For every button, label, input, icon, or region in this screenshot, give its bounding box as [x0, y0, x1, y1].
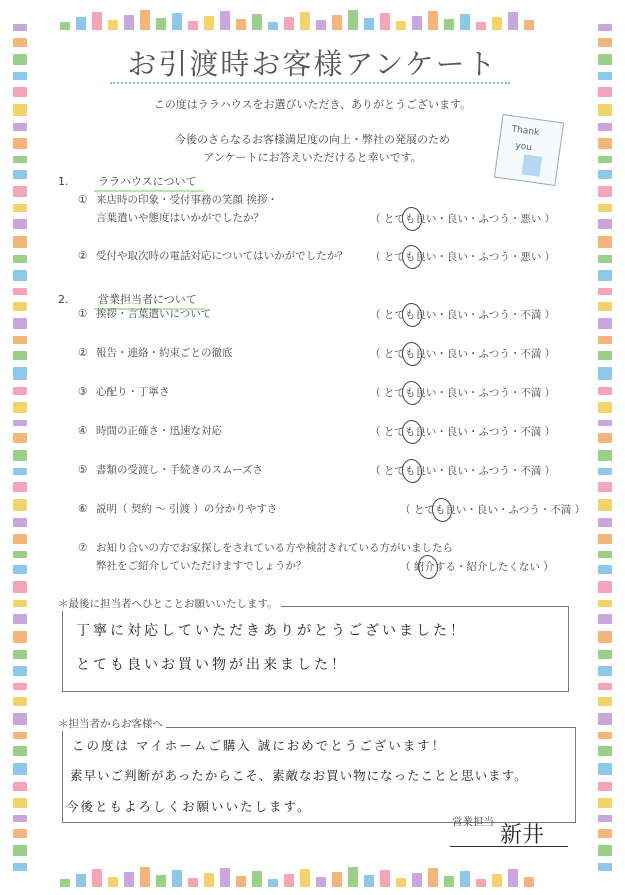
building-icon [156, 18, 166, 30]
answer-circle [400, 340, 424, 367]
building-icon [252, 871, 262, 887]
building-icon [444, 19, 454, 30]
building-icon [348, 867, 358, 887]
building-icon [316, 20, 326, 30]
building-icon [508, 12, 518, 30]
signature-line [450, 846, 568, 847]
building-icon [124, 872, 134, 887]
building-icon [598, 170, 612, 179]
building-icon [524, 877, 534, 887]
s2-q1-number: ① [78, 308, 88, 320]
section-1-number: 1. [58, 175, 69, 188]
customer-comment-box [62, 606, 569, 692]
building-icon [598, 24, 612, 31]
s2-q4-options: （ とても良い・良い・ふつう・不満 ） [370, 426, 556, 438]
s2-q3-options: （ とても良い・良い・ふつう・不満 ） [370, 387, 556, 399]
s2-q5-number: ⑤ [78, 464, 88, 476]
building-icon [13, 170, 27, 179]
thank-you-text-2: you [514, 141, 533, 154]
building-icon [598, 499, 612, 511]
building-icon [598, 433, 612, 442]
s2-q7-number: ⑦ [78, 542, 88, 554]
building-icon [364, 18, 374, 30]
building-icon [13, 697, 27, 706]
building-icon [13, 433, 27, 442]
building-icon [108, 20, 118, 30]
building-icon [13, 631, 27, 643]
section-2-number: 2. [58, 293, 69, 306]
building-icon [598, 482, 612, 492]
s2-q7-text-2: 弊社をご紹介していただけますでしょうか？ [96, 560, 307, 572]
building-border-bottom [60, 865, 565, 887]
building-icon [13, 219, 27, 229]
building-icon [268, 879, 278, 887]
building-icon [364, 875, 374, 887]
building-icon [508, 869, 518, 887]
building-icon [348, 10, 358, 30]
building-icon [598, 782, 612, 790]
s1-q2-number: ② [78, 250, 88, 262]
customer-comment-line-1: 丁寧に対応していただきありがとうございました！ [76, 623, 467, 639]
building-icon [188, 21, 198, 30]
s2-q1-options: （ とても良い・良い・ふつう・不満 ） [370, 309, 556, 321]
building-icon [598, 551, 612, 558]
building-icon [156, 875, 166, 887]
s2-q6-text: 説明（ 契約 ～ 引渡 ）の分かりやすさ [96, 503, 278, 515]
staff-comment-label: ＊担当者からお客様へ [55, 716, 166, 731]
building-icon [188, 878, 198, 887]
building-icon [598, 683, 612, 690]
signature-label: 営業担当 [452, 816, 494, 828]
building-icon [13, 666, 27, 677]
page-title: お引渡時お客様アンケート [127, 47, 498, 81]
building-icon [13, 565, 27, 574]
building-icon [220, 11, 230, 30]
building-icon [13, 845, 27, 856]
building-icon [13, 186, 27, 197]
building-icon [13, 863, 27, 871]
building-icon [598, 829, 612, 838]
building-icon [444, 876, 454, 887]
s1-q1-text-2: 言葉遣いや態度はいかがでしたか？ [96, 212, 264, 224]
building-icon [598, 697, 612, 706]
building-icon [13, 402, 27, 413]
building-icon [396, 21, 406, 30]
building-icon [598, 798, 612, 809]
building-icon [460, 14, 470, 30]
thank-you-card [494, 114, 564, 186]
building-icon [598, 402, 612, 413]
s2-q6-options: （ とても良い・良い・ふつう・不満 ） [400, 504, 586, 516]
building-icon [598, 186, 612, 197]
s1-q2-text: 受付や取次時の電話対応についてはいかがでしたか？ [96, 250, 348, 262]
building-icon [60, 879, 70, 887]
building-icon [13, 551, 27, 558]
building-icon [492, 17, 502, 30]
staff-comment-line-3: 今後ともよろしくお願いいたします。 [66, 799, 312, 814]
building-icon [13, 302, 27, 311]
answer-circle [400, 243, 424, 270]
s2-q2-text: 報告・連絡・約束ごとの徹底 [96, 347, 233, 359]
building-icon [13, 581, 27, 592]
intro-line-3: アンケートにお答えいただけると幸いです。 [203, 151, 422, 164]
s2-q1-text: 挨拶・言葉遣いについて [96, 308, 212, 320]
building-icon [236, 19, 246, 30]
building-icon [13, 798, 27, 809]
building-icon [598, 351, 612, 361]
building-icon [300, 869, 310, 887]
building-icon [598, 270, 612, 281]
building-icon [598, 367, 612, 379]
building-icon [598, 650, 612, 658]
building-icon [598, 631, 612, 643]
building-icon [13, 614, 27, 624]
answer-circle [400, 418, 424, 445]
building-icon [598, 302, 612, 311]
building-icon [172, 13, 182, 30]
building-icon [598, 468, 612, 476]
s1-q1-number: ① [78, 194, 88, 206]
building-icon [380, 870, 390, 887]
s2-q5-options: （ とても良い・良い・ふつう・不満 ） [370, 465, 556, 477]
building-icon [598, 815, 612, 822]
building-icon [220, 868, 230, 887]
building-icon [598, 746, 612, 756]
answer-circle [400, 379, 424, 406]
building-icon [13, 468, 27, 476]
customer-comment-label: ＊最後に担当者へひとことお願いいたします。 [55, 596, 281, 611]
building-icon [13, 318, 27, 329]
building-icon [13, 499, 27, 511]
building-icon [598, 450, 612, 461]
building-icon [332, 872, 342, 887]
building-icon [13, 829, 27, 838]
building-icon [598, 534, 612, 545]
s2-q7-text-1: お知り合いの方でお家探しをされている方や検討されている方がいましたら [96, 542, 453, 554]
building-icon [598, 336, 612, 344]
building-icon [492, 874, 502, 887]
building-icon [598, 732, 612, 740]
customer-comment-line-2: とても良いお買い物が出来ました！ [76, 657, 348, 673]
building-icon [428, 868, 438, 887]
building-icon [284, 874, 294, 887]
building-icon [140, 10, 150, 30]
s2-q4-number: ④ [78, 425, 88, 437]
building-icon [13, 387, 27, 395]
s2-q2-number: ② [78, 347, 88, 359]
building-icon [316, 877, 326, 887]
intro-line-2: 今後のさらなるお客様満足度の向上・弊社の発展のため [175, 133, 450, 146]
building-icon [460, 871, 470, 887]
building-icon [13, 255, 27, 263]
section-2-heading: 営業担当者について [98, 293, 197, 306]
building-icon [598, 204, 612, 212]
building-icon [76, 17, 86, 30]
building-icon [598, 420, 612, 427]
building-icon [60, 22, 70, 30]
s2-q7-options: （ 紹介する・紹介したくない ） [400, 561, 554, 573]
building-icon [598, 123, 612, 131]
building-icon [13, 534, 27, 545]
building-icon [13, 204, 27, 212]
s2-q2-options: （ とても良い・良い・ふつう・不満 ） [370, 348, 556, 360]
staff-comment-line-1: この度は マイホームご購入 誠におめでとうございます！ [72, 738, 447, 753]
building-icon [13, 815, 27, 822]
building-icon [204, 16, 214, 30]
building-icon [204, 873, 214, 887]
building-icon [598, 219, 612, 229]
building-icon [268, 22, 278, 30]
building-icon [13, 351, 27, 361]
building-icon [598, 565, 612, 574]
s1-q1-options: （ とても良い・良い・ふつう・悪い ） [370, 213, 556, 225]
building-icon [13, 518, 27, 526]
building-icon [13, 763, 27, 775]
building-icon [524, 20, 534, 30]
building-icon [598, 581, 612, 592]
building-icon [13, 650, 27, 658]
building-icon [598, 288, 612, 295]
building-icon [598, 666, 612, 677]
building-icon [598, 518, 612, 526]
answer-circle [400, 301, 424, 328]
building-icon [598, 236, 612, 248]
building-icon [598, 863, 612, 871]
building-icon [92, 869, 102, 887]
building-icon [13, 336, 27, 344]
building-icon [598, 763, 612, 775]
building-icon [380, 13, 390, 30]
building-icon [284, 17, 294, 30]
building-icon [428, 11, 438, 30]
s2-q4-text: 時間の正確さ・迅速な対応 [96, 425, 222, 437]
building-icon [13, 713, 27, 724]
title-underline [110, 82, 510, 84]
building-icon [140, 867, 150, 887]
building-icon [13, 420, 27, 427]
s2-q3-text: 心配り・丁寧さ [96, 386, 170, 398]
building-icon [236, 876, 246, 887]
building-icon [124, 15, 134, 30]
building-icon [13, 746, 27, 756]
building-icon [76, 874, 86, 887]
building-icon [412, 16, 422, 30]
building-icon [412, 873, 422, 887]
section-1-heading: ララハウスについて [98, 175, 197, 188]
building-icon [13, 270, 27, 281]
staff-comment-line-2: 素早いご判断があったからこそ、素敵なお買い物になったことと思います。 [70, 768, 528, 783]
s1-q1-text-1: 来店時の印象・受付事務の笑顔 挨拶・ [96, 194, 278, 206]
building-icon [598, 387, 612, 395]
building-icon [598, 614, 612, 624]
building-icon [396, 878, 406, 887]
building-icon [13, 482, 27, 492]
building-icon [598, 713, 612, 724]
building-icon [13, 236, 27, 248]
building-icon [172, 870, 182, 887]
building-border-top [60, 8, 565, 30]
building-icon [13, 123, 27, 131]
building-icon [332, 15, 342, 30]
building-icon [13, 600, 27, 608]
building-icon [476, 22, 486, 30]
answer-circle [430, 496, 454, 523]
building-icon [13, 732, 27, 740]
building-icon [13, 24, 27, 31]
answer-circle [400, 205, 424, 232]
building-icon [598, 600, 612, 608]
building-icon [300, 12, 310, 30]
building-icon [252, 14, 262, 30]
building-icon [13, 288, 27, 295]
s2-q5-text: 書類の受渡し・手続きのスムーズさ [96, 464, 263, 476]
building-icon [598, 318, 612, 329]
answer-circle [416, 553, 440, 580]
signature-name: 新井 [500, 823, 545, 848]
building-icon [92, 12, 102, 30]
building-icon [108, 877, 118, 887]
s2-q6-number: ⑥ [78, 503, 88, 515]
building-icon [598, 845, 612, 856]
building-icon [476, 879, 486, 887]
building-icon [13, 367, 27, 379]
building-icon [13, 450, 27, 461]
s1-q2-options: （ とても良い・良い・ふつう・悪い ） [370, 251, 556, 263]
thank-you-text-1: Thank [511, 124, 540, 139]
intro-line-1: この度はララハウスをお選びいただき、ありがとうございます。 [153, 98, 472, 111]
s2-q3-number: ③ [78, 386, 88, 398]
building-icon [13, 683, 27, 690]
building-icon [13, 782, 27, 790]
building-icon [598, 255, 612, 263]
answer-circle [400, 457, 424, 484]
building-icon [522, 154, 543, 176]
